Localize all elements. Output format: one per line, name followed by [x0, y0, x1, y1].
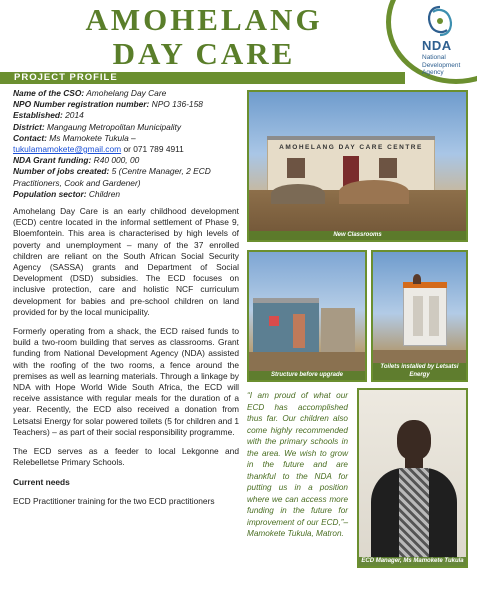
contact-value: Ms Mamokete Tukula –: [46, 132, 136, 143]
body-paragraph-2: Formerly operating from a shack, the ECD raised funds to build a two-room building that serves as classrooms. Grant funding from National Development Agency (NDA) assisted with the roofing of the two rooms, a fence around the premises as well as learning materials. Through a linkage by NDA with Hope World Wide South Africa, the ECD will receive assistance with regular meals for the duration of a year. Recently, the ECD also received a donation from Letsatsi Energy for solar powered toilets (5 for children and 1 Teachers) – as part of their social responsibility programme.: [13, 326, 239, 437]
caption-manager: ECD Manager, Ms Mamokete Tukula: [359, 557, 466, 567]
matron-quote: “I am proud of what our ECD has accomplished thus far. Our children also come highly recommended with the primary schools in the area. We wish to grow in the future and are thankful to the NDA for putting us in a position where we can access more funding in the future for improvement of our ECD,”– Mamokete Tukula, Matron.: [247, 391, 348, 538]
logo-subtitle: National Development Agency: [422, 54, 461, 76]
caption-structure: Structure before upgrade: [249, 371, 365, 381]
contact-label: Contact:: [13, 132, 47, 143]
population-label: Population sector:: [13, 188, 87, 199]
caption-classrooms: New Classrooms: [249, 231, 466, 241]
manager-photo: [357, 388, 468, 568]
body-paragraph-3: The ECD serves as a feeder to local Lekgonne and Relebelletse Primary Schools.: [13, 446, 239, 468]
classroom-sign: AMOHELANG DAY CARE CENTRE: [279, 144, 423, 151]
page-title-line2: DAY CARE: [112, 36, 296, 71]
npo-label: NPO Number registration number:: [13, 99, 150, 110]
cso-label: Name of the CSO:: [13, 88, 85, 98]
jobs-value: 5 (Centre Manager, 2 ECD Practitioners, Cook and Gardener): [13, 166, 211, 188]
caption-toilets: Toilets installed by Letsatsi Energy: [373, 363, 466, 380]
nda-logo-icon: [420, 4, 460, 38]
contact-email-link[interactable]: tukulamamokete@gmail.com: [13, 144, 122, 155]
logo-text: NDA: [422, 38, 452, 53]
grant-value: R40 000, 00: [91, 155, 140, 166]
needs-text: ECD Practitioner training for the two ECD practitioners: [13, 495, 215, 506]
needs-heading: Current needs: [13, 476, 70, 487]
established-value: 2014: [62, 110, 84, 121]
district-label: District:: [13, 121, 45, 132]
toilets-photo: [371, 250, 468, 382]
body-paragraph-1: Amohelang Day Care is an early childhood development (ECD) centre located in the informal settlement of Phase 9, Bloemfontein. This area is characterised by high levels of poverty and unemployment – many of the 37 enrolled children are reliant on the South African Social Security Agency (SASSA) grants and Department of Social Development (DSD) subsidies. The ECD focuses on inclusive protection, care and holistic NCF curriculum development for babies and pre-school children on land provided for by the local municipality.: [13, 206, 239, 317]
jobs-label: Number of jobs created:: [13, 166, 110, 177]
population-value: Children: [86, 188, 121, 199]
structure-photo: [247, 250, 367, 382]
left-column: [13, 88, 239, 515]
cso-value: Amohelang Day Care: [84, 88, 167, 98]
page-title-line1: AMOHELANG: [85, 2, 323, 37]
established-label: Established:: [13, 110, 63, 121]
section-band-label: PROJECT PROFILE: [14, 72, 118, 83]
grant-label: NDA Grant funding:: [13, 155, 92, 166]
npo-value: NPO 136-158: [149, 99, 203, 110]
contact-phone: or 071 789 4911: [121, 144, 184, 155]
district-value: Mangaung Metropolitan Municipality: [44, 121, 182, 132]
project-profile: [13, 88, 239, 200]
classrooms-photo: [247, 90, 468, 242]
section-band: [0, 72, 405, 84]
